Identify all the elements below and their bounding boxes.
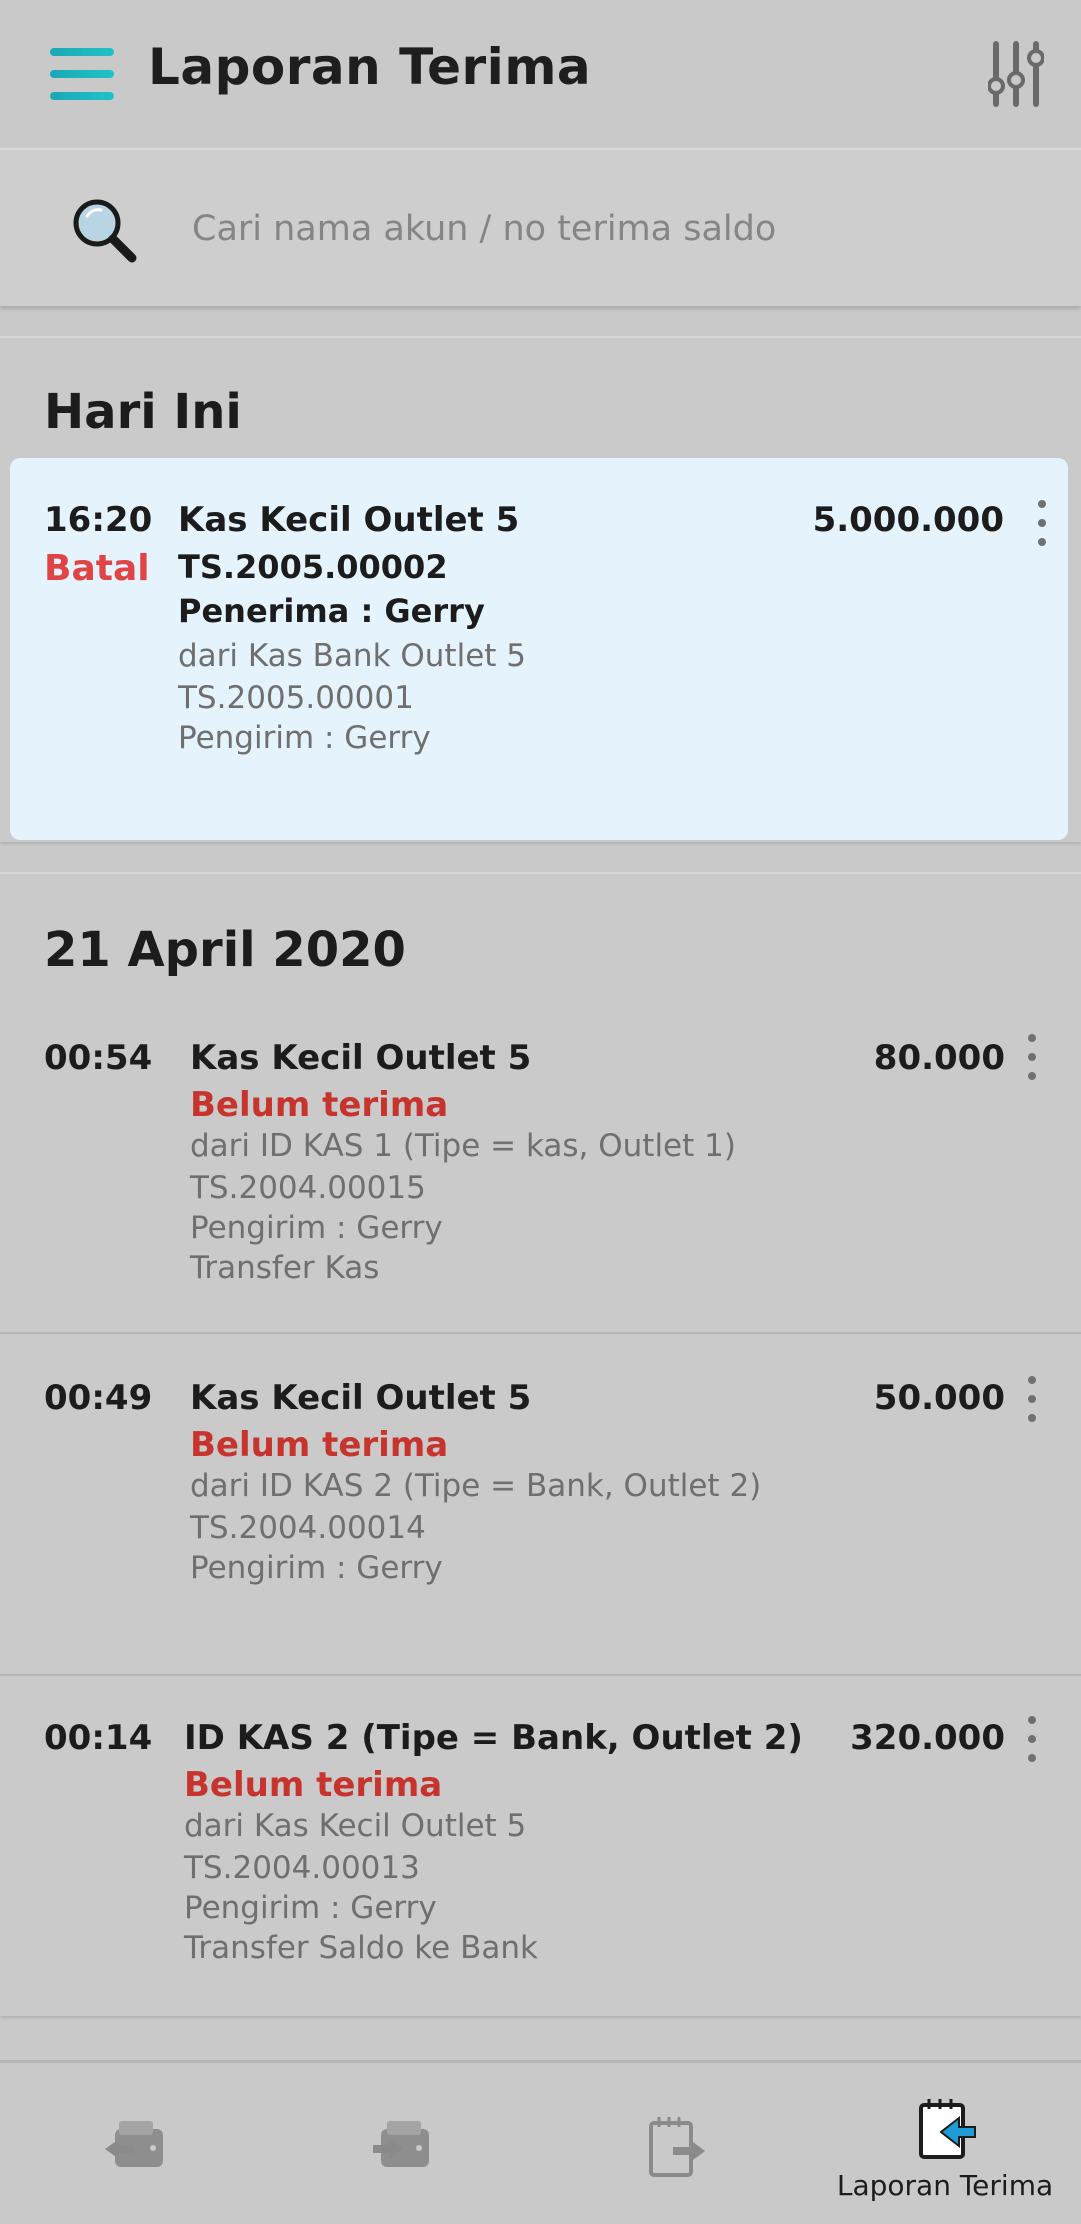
transaction-card[interactable] [0, 1676, 1081, 2014]
nav-item-label: Laporan Terima [836, 2169, 1054, 2202]
report-send-icon [643, 2115, 709, 2179]
account-name: ID KAS 2 (Tipe = Bank, Outlet 2) [184, 1718, 803, 1758]
sender-label: Pengirim : Gerry [184, 1890, 437, 1926]
transaction-note: Transfer Kas [190, 1250, 380, 1286]
wallet-out-icon [373, 2115, 439, 2175]
sender-label: Pengirim : Gerry [178, 720, 431, 756]
more-options-icon[interactable] [1017, 1376, 1047, 1426]
nav-item-wallet-out[interactable] [270, 2063, 540, 2224]
transaction-time: 00:54 [44, 1038, 153, 1078]
transaction-card[interactable] [10, 458, 1068, 840]
source-account: dari Kas Kecil Outlet 5 [184, 1808, 527, 1844]
more-options-icon[interactable] [1017, 1716, 1047, 1766]
transaction-time: 00:49 [44, 1378, 153, 1418]
transaction-amount: 80.000 [873, 1038, 1005, 1078]
transaction-ref: TS.2004.00013 [184, 1850, 420, 1886]
status-badge: Belum terima [184, 1765, 443, 1805]
transaction-ref: TS.2004.00015 [190, 1170, 426, 1206]
nav-item-wallet-in[interactable] [0, 2063, 270, 2224]
transaction-time: 16:20 [44, 500, 153, 540]
status-badge: Belum terima [190, 1085, 449, 1125]
more-options-icon[interactable] [1017, 1034, 1047, 1084]
transaction-amount: 320.000 [850, 1718, 1005, 1758]
transaction-time: 00:14 [44, 1718, 153, 1758]
source-ref: TS.2005.00001 [178, 680, 414, 716]
section-title: 21 April 2020 [44, 922, 406, 978]
transaction-note: Transfer Saldo ke Bank [184, 1930, 538, 1966]
account-name: Kas Kecil Outlet 5 [178, 500, 520, 540]
sender-label: Pengirim : Gerry [190, 1210, 443, 1246]
nav-item-report-send[interactable] [540, 2063, 810, 2224]
transaction-ref: TS.2005.00002 [178, 548, 448, 586]
transaction-card[interactable] [0, 1000, 1081, 1332]
source-account: dari ID KAS 2 (Tipe = Bank, Outlet 2) [190, 1468, 762, 1504]
transaction-amount: 5.000.000 [812, 500, 1004, 540]
app-bar [0, 0, 1081, 148]
receiver-label: Penerima : Gerry [178, 592, 485, 630]
nav-item-laporan-terima[interactable] [810, 2063, 1080, 2224]
hamburger-menu-icon[interactable] [50, 48, 116, 100]
more-options-icon[interactable] [1027, 500, 1057, 550]
transaction-card[interactable] [0, 1334, 1081, 1674]
status-badge: Belum terima [190, 1425, 449, 1465]
source-account: dari Kas Bank Outlet 5 [178, 638, 527, 674]
filter-sliders-icon[interactable] [988, 40, 1044, 108]
report-receive-icon [913, 2097, 979, 2161]
bottom-navigation [0, 2060, 1081, 2224]
transaction-ref: TS.2004.00014 [190, 1510, 426, 1546]
account-name: Kas Kecil Outlet 5 [190, 1378, 532, 1418]
account-name: Kas Kecil Outlet 5 [190, 1038, 532, 1078]
search-input[interactable] [190, 196, 1034, 262]
status-badge: Batal [44, 548, 150, 589]
sender-label: Pengirim : Gerry [190, 1550, 443, 1586]
search-icon [68, 194, 140, 266]
source-account: dari ID KAS 1 (Tipe = kas, Outlet 1) [190, 1128, 736, 1164]
transaction-amount: 50.000 [873, 1378, 1005, 1418]
page-title: Laporan Terima [148, 38, 592, 96]
section-title: Hari Ini [44, 384, 242, 440]
wallet-in-icon [103, 2115, 169, 2175]
